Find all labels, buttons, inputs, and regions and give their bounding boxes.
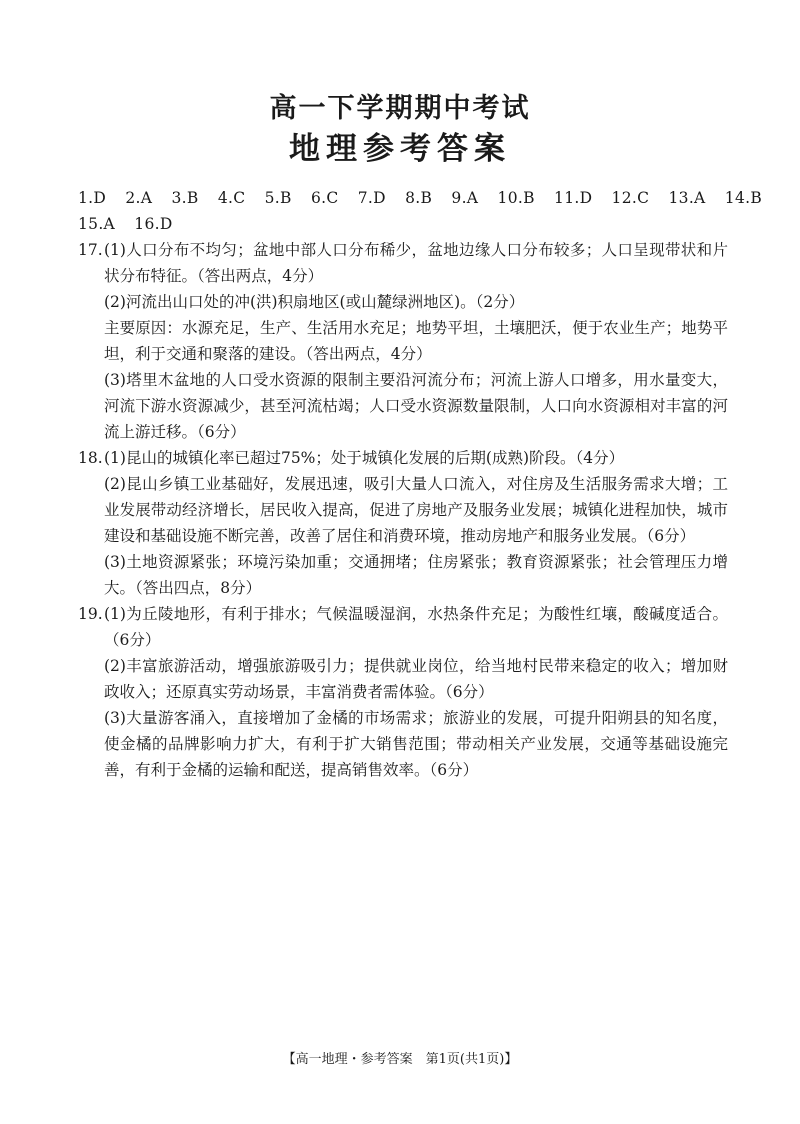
q18-part-1: (1)昆山的城镇化率已超过75%；处于城镇化发展的后期(成熟)阶段。（4分） [104,449,625,467]
question-17 [78,237,728,445]
mc-answer: 8.B [405,189,433,207]
mc-answer: 7.D [357,189,386,207]
mc-answer: 3.B [171,189,199,207]
mc-answer: 6.C [310,189,339,207]
page-footer: 【高一地理・参考答案 第1页(共1页)】 [282,1052,518,1067]
mc-answer: 16.D [134,215,173,233]
mc-answer: 4.C [217,189,246,207]
mc-answer: 5.B [264,189,292,207]
mc-answer: 12.C [611,189,650,207]
multiple-choice-row-1 [78,185,763,211]
q19-part-2: (2)丰富旅游活动，增强旅游吸引力；提供就业岗位，给当地村民带来稳定的收入；增加财政收入；还原真实劳动场景，丰富消费者需体验。（6分） [104,657,728,701]
question-number: 17. [78,241,103,259]
q17-part-3: (3)塔里木盆地的人口受水资源的限制主要沿河流分布；河流上游人口增多，用水量变大，河流下游水资源减少，甚至河流枯竭；人口受水资源数量限制，人口向水资源相对丰富的河流上游迁移。（6分） [104,371,728,441]
q17-part-1: (1)人口分布不均匀；盆地中部人口分布稀少，盆地边缘人口分布较多；人口呈现带状和片状分布特征。（答出两点，4分） [104,241,728,285]
mc-answer: 1.D [78,189,107,207]
q19-part-3: (3)大量游客涌入，直接增加了金橘的市场需求；旅游业的发展，可提升阳朔县的知名度，使金橘的品牌影响力扩大，有利于扩大销售范围；带动相关产业发展，交通等基础设施完善，有利于金橘的运输和配送，提高销售效率。（6分） [104,709,728,779]
q17-part-2-reasons: 主要原因：水源充足，生产、生活用水充足；地势平坦，土壤肥沃，便于农业生产；地势平坦，利于交通和聚落的建设。（答出两点，4分） [104,319,728,363]
mc-answer: 13.A [668,189,706,207]
mc-answer: 2.A [125,189,153,207]
q17-part-2: (2)河流出山口处的冲(洪)积扇地区(或山麓绿洲地区)。（2分） [104,293,525,311]
mc-answer: 15.A [78,215,116,233]
q18-part-3: (3)土地资源紧张；环境污染加重；交通拥堵；住房紧张；教育资源紧张；社会管理压力增大。（答出四点，8分） [104,553,728,597]
answer-content [78,185,763,783]
question-number: 19. [78,605,103,623]
question-18 [78,445,728,601]
question-19 [78,601,728,783]
mc-answer: 10.B [497,189,535,207]
mc-answer: 9.A [451,189,479,207]
mc-answer: 11.D [554,189,593,207]
q19-part-1: (1)为丘陵地形，有利于排水；气候温暖湿润，水热条件充足；为酸性红壤，酸碱度适合。（6分） [104,605,728,649]
page-title: 高一下学期期中考试 [269,93,531,124]
page-subtitle: 地理参考答案 [289,131,511,167]
mc-answer: 14.B [724,189,763,207]
q18-part-2: (2)昆山乡镇工业基础好，发展迅速，吸引大量人口流入，对住房及生活服务需求大增；工业发展带动经济增长，居民收入提高，促进了房地产及服务业发展；城镇化进程加快，城市建设和基础设施不断完善，改善了居住和消费环境，推动房地产和服务业发展。（6分） [104,475,728,545]
multiple-choice-row-2 [78,211,728,237]
question-number: 18. [78,449,103,467]
